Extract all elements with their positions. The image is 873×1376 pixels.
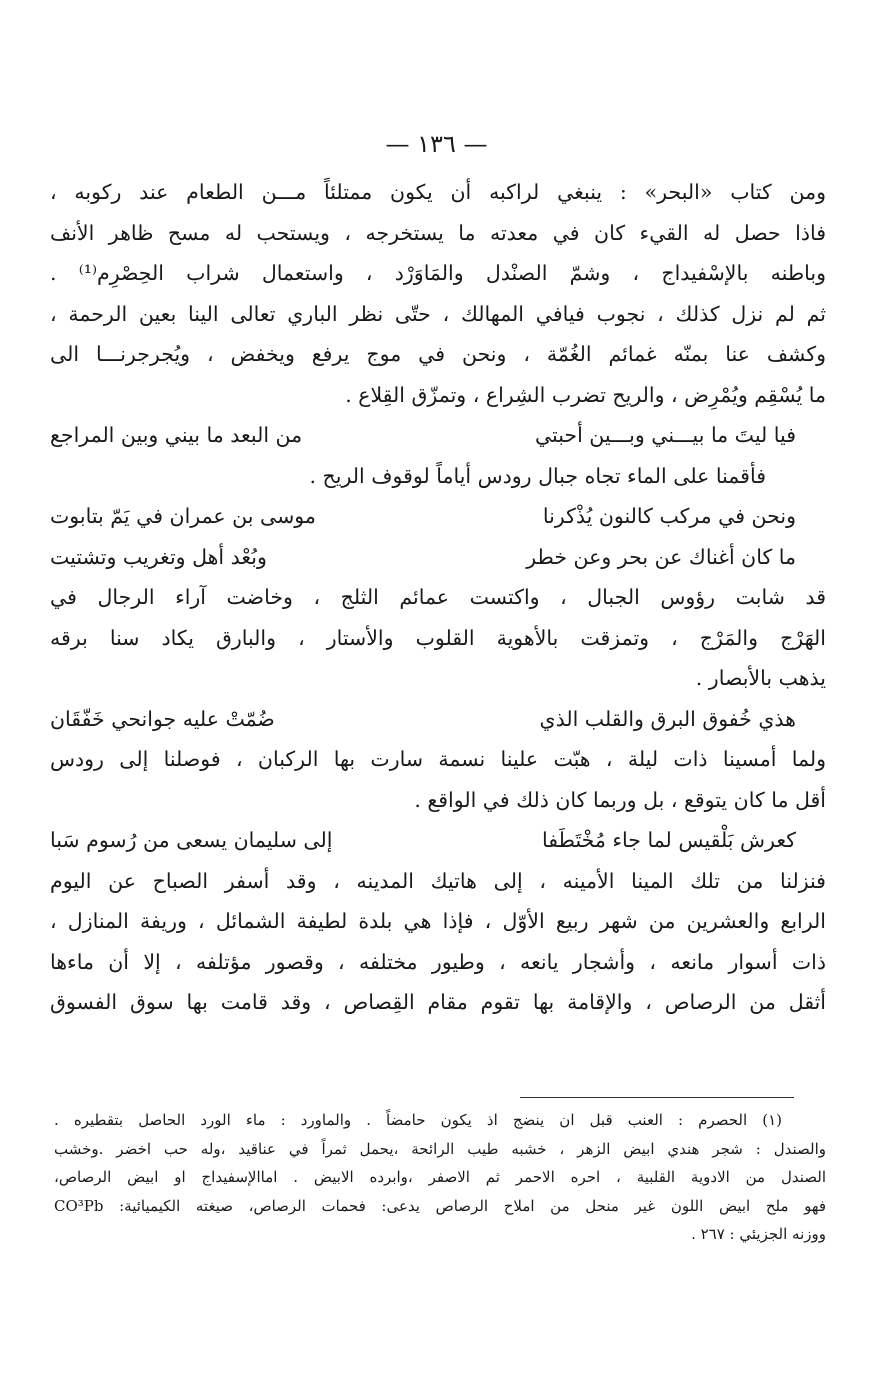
verse-second-hemistich: ضُمّتْ عليه جوانحي خَفّقَان	[50, 706, 275, 731]
footnote-line: فهو ملح ابيض اللون غير منحل من املاح الرصاص يدعى: فحمات الرصاص، صيغته الكيميائية: CO³Pb	[54, 1196, 826, 1215]
text-line: ما يُسْقِم ويُمْرِض ، والريح تضرب الشِراع ، وتمزّق القِلاع .	[345, 382, 826, 407]
text-line: ولما أمسينا ذات ليلة ، هبّت علينا نسمة سارت بها الركبان ، فوصلنا إلى رودس	[50, 747, 826, 771]
poem-verse	[50, 415, 826, 456]
poem-verse	[50, 496, 826, 537]
text-line: قد شابت رؤوس الجبال ، واكتست عمائم الثلج ، وخاضت آراء الرجال في	[50, 585, 826, 609]
verse-second-hemistich: موسى بن عمران في يَمّ بتابوت	[50, 504, 316, 528]
text-line: الهَرْج والمَرْج ، وتمزقت بالأهوية القلوب والأستار ، والبارق يكاد سنا برقه	[50, 625, 826, 650]
poem-verse	[50, 699, 826, 740]
text-line: ذات أسوار مانعه ، وأشجار يانعه ، وطيور مختلفه ، وقصور مؤتلفه ، إلا أن ماءها	[50, 949, 826, 974]
text-line: وكشف عنا بمنّه غمائم الغُمّة ، ونحن في موج يرفع ويخفض ، ويُجرجرنـــا الى	[50, 342, 826, 366]
verse-second-hemistich: وبُعْد أهل وتغريب وتشتيت	[50, 544, 267, 569]
main-text	[50, 172, 826, 1023]
text-line: وباطنه بالإسْفيداج ، وشمّ الصنْدل والمَاوَرْد ، واستعمال شراب الحِصْرِم⁽¹⁾ .	[50, 261, 826, 285]
verse-first-hemistich: كعرش بَلْقيس لما جاء مُخْتَطَفا	[542, 828, 796, 852]
footnote-line: (١) الحصرم : العنب قبل ان ينضج اذ يكون حامضاً . والماورد : ماء الورد الحاصل بتقطيره .	[54, 1111, 782, 1129]
text-line: فأقمنا على الماء تجاه جبال رودس أياماً لوقوف الريح .	[309, 463, 766, 488]
poem-verse	[50, 537, 826, 578]
text-line: ومن كتاب «البحر» : ينبغي لراكبه أن يكون ممتلئاً مـــن الطعام عند ركوبه ،	[50, 180, 826, 204]
text-line: يذهب بالأبصار .	[695, 666, 826, 690]
verse-first-hemistich: هذي خُفوق البرق والقلب الذي	[539, 706, 796, 731]
footnote-line: والصندل : شجر هندي ابيض الزهر ، خشبه طيب الرائحة ،يحمل ثمراً في عناقيد ،وله حب اخضر .وخشب	[54, 1139, 826, 1158]
text-line: فاذا حصل له القيء كان في معدته ما يستخرجه ، ويستحب له مسح ظاهر الأنف	[50, 220, 826, 245]
poem-verse	[50, 820, 826, 861]
page-number: — ١٣٦ —	[385, 130, 488, 158]
verse-second-hemistich: من البعد ما بيني وبين المراجع	[50, 423, 303, 447]
text-line: فنزلنا من تلك المينا الأمينه ، إلى هاتيك المدينه ، وقد أسفر الصباح عن اليوم	[50, 868, 826, 893]
text-line: أثقل من الرصاص ، والإقامة بها تقوم مقام القِصاص ، وقد قامت بها سوق الفسوق	[50, 990, 826, 1014]
text-line: الرابع والعشرين من شهر ربيع الأوّل ، فإذا هي بلدة لطيفة الشمائل ، وريفة المنازل ،	[50, 909, 826, 933]
verse-first-hemistich: ونحن في مركب كالنون يُذْكرنا	[542, 504, 796, 528]
footnotes	[54, 1106, 826, 1249]
verse-first-hemistich: فيا ليتَ ما بيـــني وبـــين أحبتي	[534, 423, 796, 447]
footnote-line: الصندل من الادوية القلبية ، احره الاحمر ثم الاصفر ،وابرده الابيض . اماالإسفيداج او ابيض الرصاص،	[54, 1168, 826, 1186]
text-line: أقل ما كان يتوقع ، بل وربما كان ذلك في الواقع .	[414, 787, 826, 812]
verse-second-hemistich: إلى سليمان يسعى من رُسوم سَبا	[50, 828, 333, 852]
footnote-divider	[520, 1097, 794, 1098]
text-line: ثم لم نزل كذلك ، نجوب فيافي المهالك ، حتّى نظر الباري تعالى الينا بعين الرحمة ،	[50, 301, 826, 326]
verse-first-hemistich: ما كان أغناك عن بحر وعن خطر	[526, 544, 796, 569]
footnote-line: ووزنه الجزيئي : ٢٦٧ .	[691, 1225, 826, 1243]
